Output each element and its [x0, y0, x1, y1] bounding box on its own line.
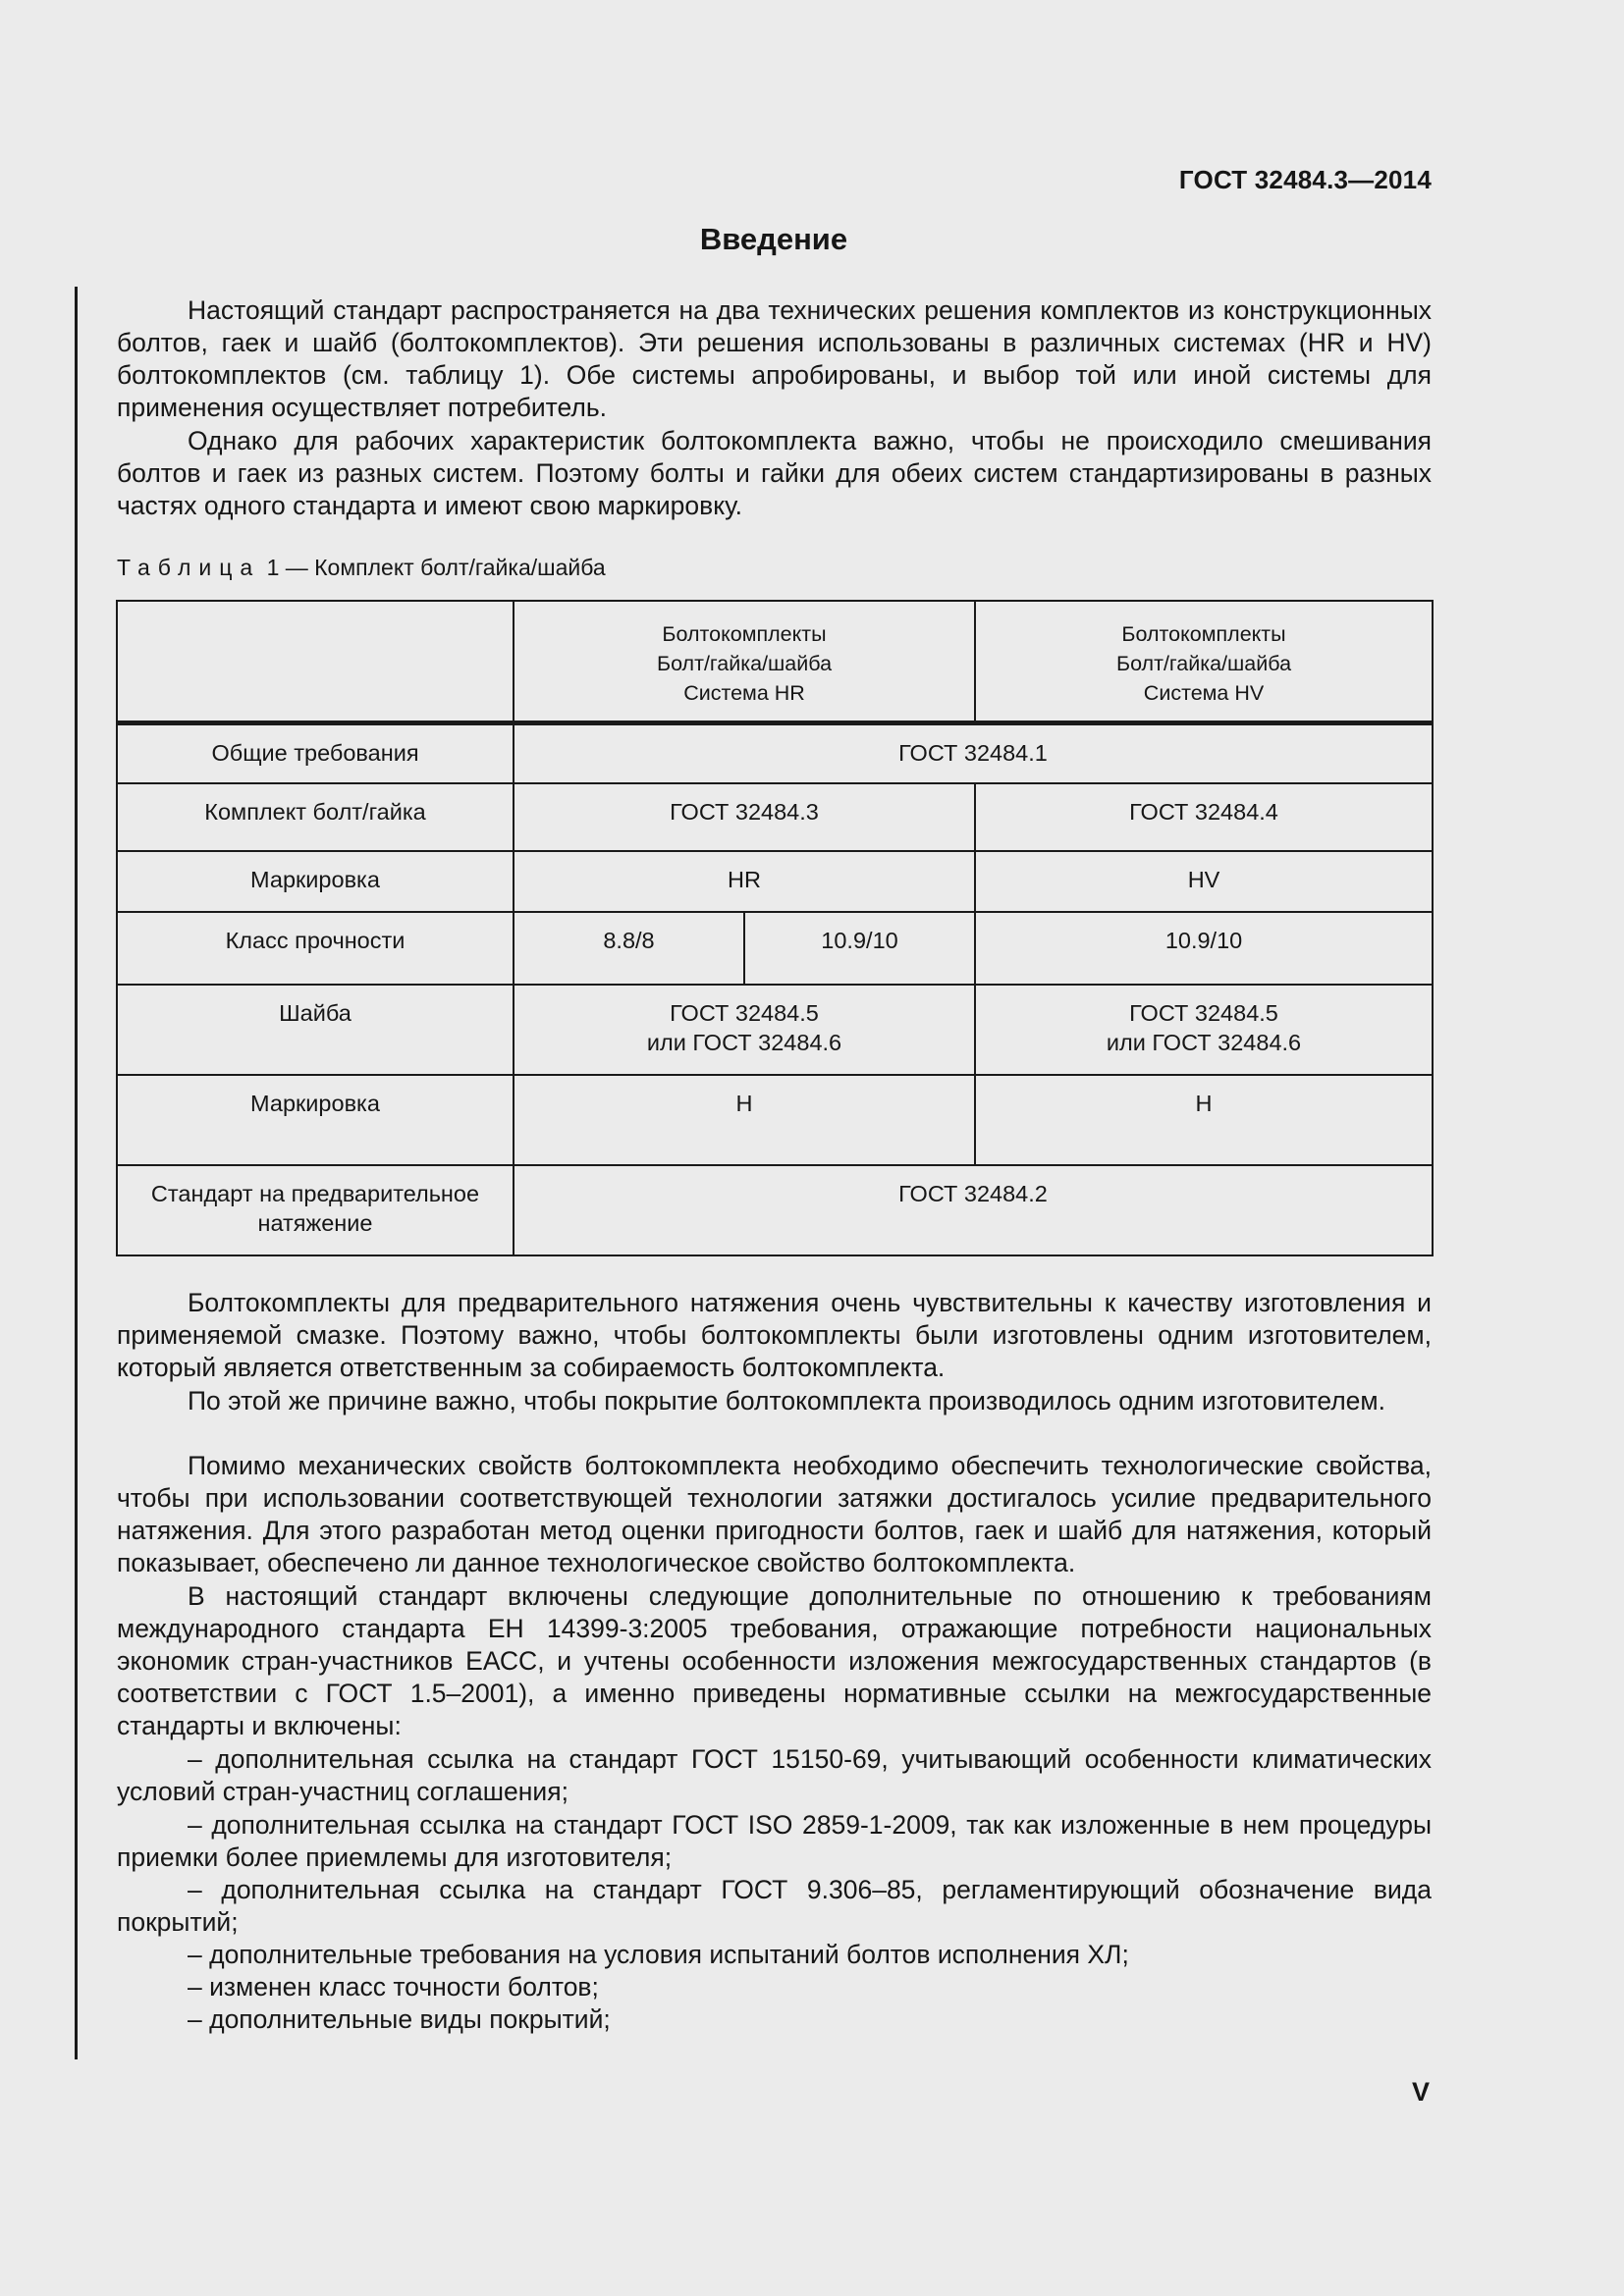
cell-marking-hr: HR: [514, 851, 975, 912]
intro-paragraph-1: Настоящий стандарт распространяется на два технических решения комплектов из конструкционных болтов, гаек и шайб (болтокомплектов). Эти решения использованы в различных системах (HR и HV) болтокомплектов (см. таблицу 1). Обе системы апробированы, и выбор той или иной системы для применения осуществляет потребитель.: [117, 295, 1432, 422]
header-hv-line-1: Болтокомплекты: [1121, 622, 1286, 646]
cell-washer-hv-line-1: ГОСТ 32484.5: [1129, 1000, 1278, 1026]
table-row: [117, 912, 1433, 985]
bolt-set-table: [116, 600, 1434, 1256]
cell-general-value: ГОСТ 32484.1: [514, 722, 1433, 783]
list-item: – дополнительные виды покрытий;: [188, 2004, 611, 2034]
list-item: – изменен класс точности болтов;: [188, 1972, 599, 2002]
cell-washer-hr: [514, 985, 975, 1075]
body-paragraph-4: В настоящий стандарт включены следующие дополнительные по отношению к требованиям международного стандарта ЕН 14399-3:2005 требования, отражающие потребности национальных экономик стран-участников ЕАСС, и учтены особенности изложения межгосударственных стандартов (в соответствии с ГОСТ 1.5–2001), а именно приведены нормативные ссылки на межгосударственные стандарты и включены:: [117, 1581, 1432, 1740]
body-paragraph-1: Болтокомплекты для предварительного натяжения очень чувствительны к качеству изготовления и применяемой смазке. Поэтому важно, чтобы болтокомплекты были изготовлены одним изготовителем, который является ответственным за собираемость болтокомплекта.: [117, 1288, 1432, 1382]
section-title: Введение: [699, 222, 848, 256]
row-label-preload-line-2: натяжение: [257, 1210, 373, 1236]
cell-marking-washer-hr: H: [514, 1075, 975, 1165]
header-hr-line-2: Болт/гайка/шайба: [656, 652, 833, 675]
row-label-general: Общие требования: [117, 722, 514, 783]
cell-bolt-nut-hr: ГОСТ 32484.3: [514, 783, 975, 851]
table-row: [117, 783, 1433, 851]
table-caption-number: 1: [266, 555, 280, 580]
table-row: [117, 1075, 1433, 1165]
header-empty-cell: [117, 601, 514, 722]
cell-preload-value: ГОСТ 32484.2: [514, 1165, 1433, 1255]
body-paragraph-3: Помимо механических свойств болтокомплекта необходимо обеспечить технологические свойства, чтобы при использовании соответствующей технологии затяжки достигалось усилие предварительного натяжения. Для этого разработан метод оценки пригодности болтов, гаек и шайб для натяжения, который показывает, обеспечено ли данное технологическое свойство болтокомплекта.: [117, 1451, 1432, 1577]
change-bar: [75, 287, 78, 2059]
table-row: [117, 722, 1433, 783]
cell-marking-hv: HV: [975, 851, 1433, 912]
document-code: ГОСТ 32484.3—2014: [1178, 165, 1432, 194]
list-item: – дополнительная ссылка на стандарт ГОСТ ISO 2859-1-2009, так как изложенные в нем процедуры приемки более приемлемы для изготовителя;: [117, 1810, 1432, 1872]
cell-washer-hr-line-2: или ГОСТ 32484.6: [646, 1030, 842, 1055]
header-hr-line-3: Система HR: [683, 681, 805, 705]
cell-bolt-nut-hv: ГОСТ 32484.4: [975, 783, 1433, 851]
body-paragraph-2: По этой же причине важно, чтобы покрытие болтокомплекта производилось одним изготовителем.: [188, 1386, 1385, 1415]
table-row: [117, 1165, 1433, 1255]
row-label-marking-washer: Маркировка: [117, 1075, 514, 1165]
cell-strength-hr-b: 10.9/10: [744, 912, 975, 985]
table-header-row: [117, 601, 1433, 722]
row-label-bolt-nut: Комплект болт/гайка: [117, 783, 514, 851]
cell-washer-hv-line-2: или ГОСТ 32484.6: [1106, 1030, 1302, 1055]
row-label-strength: Класс прочности: [117, 912, 514, 985]
list-item: – дополнительная ссылка на стандарт ГОСТ 15150-69, учитывающий особенности климатических условий стран-участниц соглашения;: [117, 1744, 1432, 1806]
header-hv-line-3: Система HV: [1143, 681, 1265, 705]
table-row: [117, 851, 1433, 912]
row-label-washer: Шайба: [117, 985, 514, 1075]
table-caption-label: Таблица: [117, 555, 261, 580]
cell-strength-hv: 10.9/10: [975, 912, 1433, 985]
header-hv: [975, 601, 1433, 722]
cell-strength-hr-a: 8.8/8: [514, 912, 744, 985]
row-label-marking: Маркировка: [117, 851, 514, 912]
intro-paragraph-2: Однако для рабочих характеристик болтокомплекта важно, чтобы не происходило смешивания болтов и гаек из разных систем. Поэтому болты и гайки для обеих систем стандартизированы в разных частях одного стандарта и имеют свою маркировку.: [117, 426, 1432, 520]
list-item: – дополнительные требования на условия испытаний болтов исполнения ХЛ;: [188, 1940, 1129, 1969]
table-row: [117, 985, 1433, 1075]
header-hv-line-2: Болт/гайка/шайба: [1115, 652, 1292, 675]
list-item: – дополнительная ссылка на стандарт ГОСТ 9.306–85, регламентирующий обозначение вида покрытий;: [117, 1875, 1432, 1937]
page-number: V: [1411, 2077, 1430, 2107]
header-hr-line-1: Болтокомплекты: [662, 622, 827, 646]
row-label-preload-line-1: Стандарт на предварительное: [150, 1181, 480, 1206]
cell-marking-washer-hv: H: [975, 1075, 1433, 1165]
cell-washer-hv: [975, 985, 1433, 1075]
header-hr: [514, 601, 975, 722]
row-label-preload: [117, 1165, 514, 1255]
cell-washer-hr-line-1: ГОСТ 32484.5: [670, 1000, 819, 1026]
table-caption: [117, 555, 606, 581]
table-caption-text: — Комплект болт/гайка/шайба: [285, 555, 606, 580]
